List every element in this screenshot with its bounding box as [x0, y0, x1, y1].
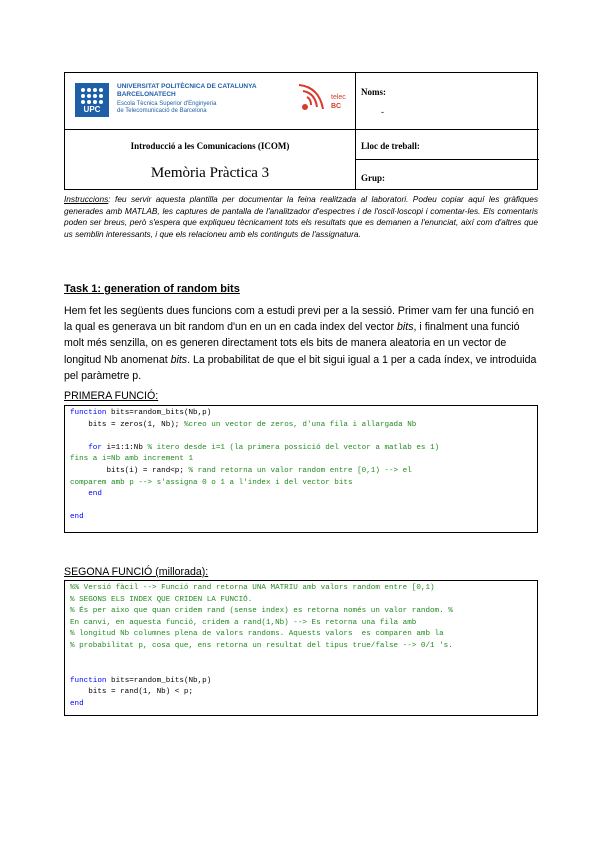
lloc-label: Lloc de treball:	[361, 141, 420, 151]
code-block-primera	[64, 405, 538, 533]
code-line: fins a i=Nb amb increment 1	[70, 455, 194, 464]
code-line: En canvi, en aquesta funció, cridem a rand(1,Nb) --> Es retorna una fila amb	[70, 618, 417, 627]
divider	[355, 73, 356, 189]
code-block-segona	[64, 580, 538, 716]
code-line: % probabilitat p, cosa que, ens retorna un resultat del tipus true/false --> 0/1 's.	[70, 641, 453, 650]
instructions: Instruccions: feu servir aquesta plantilla per documentar la feina realitzada al laboratori. Podeu copiar aquí les gràfiques generades amb MATLAB, les captures de pantalla de l'analitzador d'espectres i de l'oscil·loscopi i comentar-les. Els comentaris poden ser breus, però s'espera que expliqueu tècnicament tots els resultats que es demanen a l'enunciat, així com d'altres que us semblin interessants, i que els relacioneu amb els continguts de l'assignatura.	[64, 194, 538, 239]
header-table	[64, 72, 538, 190]
code-line: end	[70, 490, 102, 499]
code-line: function bits=random_bits(Nb,p)	[70, 409, 212, 417]
code-line: bits = rand(1, Nb) < p;	[70, 688, 194, 697]
code-line: end	[70, 513, 84, 522]
code-line: bits = zeros(1, Nb); %creo un vector de zeros, d'una fila i allargada Nb	[70, 420, 417, 429]
task-description: Hem fet les següents dues funcions com a estudi previ per a la sessió. Primer vam fer una funció en la qual es generava un bit random d'un en un en cada index del vector bits, i finalment una funció molt més senzilla, on es generen directament tots els bits de manera aleatoria en un vector de longitud Nb anomenat bits. La probabilitat de que el bit sigui igual a 1 per a cada índex, ve introduida pel paràmetre p.	[64, 305, 537, 382]
section-heading-primera: PRIMERA FUNCIÓ:	[64, 390, 159, 402]
task-title: Task 1: generation of random bits	[64, 283, 240, 295]
code-line	[70, 501, 532, 513]
course-name: Introducció a les Comunicacions (ICOM)	[130, 141, 290, 151]
code-line	[70, 664, 532, 676]
code-line: %% Versió fàcil --> Funció rand retorna UNA MATRIU amb valors random entre [0,1)	[70, 584, 435, 592]
divider	[355, 129, 539, 130]
document-title: Memòria Pràctica 3	[150, 165, 270, 181]
code-line: comparem amb p --> s'assigna 0 o 1 a l'index i del vector bits	[70, 478, 353, 487]
code-line: % És per aixo que quan cridem rand (sense index) es retorna només un valor random. %	[70, 607, 453, 616]
code-line: end	[70, 699, 84, 708]
code-line: function bits=random_bits(Nb,p)	[70, 676, 212, 685]
code-line	[70, 653, 532, 665]
code-line: % longitud Nb columnes plena de valors randoms. Aquests valors es comparen amb la	[70, 630, 444, 639]
divider	[65, 129, 355, 130]
noms-value: -	[381, 107, 384, 117]
section-heading-segona: SEGONA FUNCIÓ (millorada):	[64, 566, 209, 578]
code-line: % SEGONS ELS INDEX QUE CRIDEN LA FUNCIÓ.	[70, 595, 253, 604]
code-line: bits(i) = rand<p; % rand retorna un valor random entre [0,1) --> el	[70, 466, 412, 475]
grup-label: Grup:	[361, 173, 386, 183]
noms-label: Noms:	[361, 87, 386, 97]
divider	[355, 159, 539, 160]
code-line	[70, 431, 532, 443]
university-name: UNIVERSITAT POLITÈCNICA DE CATALUNYA BARCELONATECH	[117, 83, 257, 98]
upc-logo: UPC	[75, 83, 109, 117]
school-name: Escola Tècnica Superior d'Enginyeria de Telecomunicació de Barcelona	[117, 101, 217, 114]
code-line: for i=1:1:Nb % itero desde i=1 (la primera possició del vector a matlab es 1)	[70, 443, 440, 452]
telecom-logo: telec BC	[293, 79, 355, 121]
